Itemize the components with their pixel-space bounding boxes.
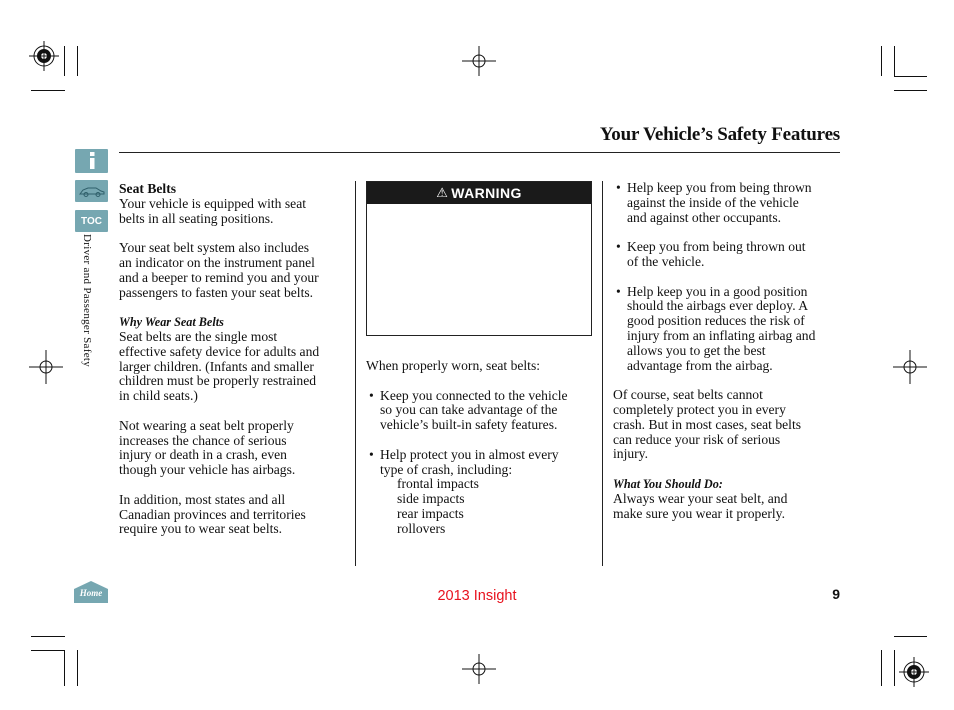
- paragraph: [119, 330, 351, 404]
- text-line: increases the chance of serious: [119, 432, 287, 448]
- crosshair-top: [462, 46, 496, 76]
- text-line: Not wearing a seat belt properly: [119, 417, 294, 433]
- intro-text: When properly worn, seat belts:: [366, 358, 541, 373]
- bullet-item: [369, 389, 598, 433]
- toc-button[interactable]: [75, 210, 108, 232]
- crosshair-right: [893, 350, 927, 384]
- section-heading: Seat Belts: [119, 181, 177, 196]
- text-line: passengers to fasten your seat belts.: [119, 284, 314, 300]
- section-tab-label: Driver and Passenger Safety: [81, 234, 93, 368]
- text-line: crash. But in most cases, seat belts: [613, 416, 802, 432]
- list-item: side impacts: [397, 491, 465, 507]
- text-line: Always wear your seat belt, and: [613, 490, 788, 506]
- text-line: allows you to get the best: [627, 342, 766, 358]
- text-line: Your vehicle is equipped with seat: [119, 195, 307, 211]
- registration-mark-bottom-right: [898, 656, 930, 688]
- toc-label: TOC: [81, 215, 102, 227]
- home-label: Home: [79, 588, 103, 598]
- page-number: 9: [832, 586, 840, 602]
- text-line: advantage from the airbag.: [627, 357, 773, 373]
- text-line: good position reduces the risk of: [627, 313, 805, 329]
- warning-header: [367, 182, 591, 204]
- vehicle-index-button[interactable]: [75, 180, 108, 202]
- bullet-dot-icon: •: [369, 446, 374, 462]
- text-line: injury from an inflating airbag and: [627, 327, 816, 343]
- text-line: so you can take advantage of the: [380, 402, 558, 418]
- text-line: Seat belts are the single most: [119, 328, 278, 344]
- column-3: [613, 181, 843, 521]
- subheading: What You Should Do:: [613, 476, 723, 491]
- column-divider-2: [602, 181, 603, 566]
- bullet-dot-icon: •: [369, 387, 374, 403]
- text-line: children must be properly restrained: [119, 373, 317, 389]
- bullet-dot-icon: •: [616, 283, 621, 299]
- list-item: rear impacts: [397, 505, 464, 521]
- bullet-item: [369, 448, 598, 537]
- info-icon: [85, 151, 99, 171]
- text-line: vehicle’s built-in safety features.: [380, 417, 558, 433]
- text-line: in child seats.): [119, 388, 198, 404]
- bullet-item: [616, 181, 843, 225]
- text-line: can reduce your risk of serious: [613, 431, 781, 447]
- paragraph: [119, 241, 351, 300]
- paragraph: [613, 388, 843, 462]
- text-line: make sure you wear it properly.: [613, 505, 785, 521]
- bullet-dot-icon: •: [616, 239, 621, 255]
- paragraph: [119, 197, 351, 227]
- registration-mark-top-left: [28, 40, 60, 72]
- warning-label: WARNING: [451, 185, 522, 201]
- footer-model-link[interactable]: 2013 Insight: [437, 588, 517, 604]
- paragraph: [119, 493, 351, 537]
- bullet-dot-icon: •: [616, 180, 621, 195]
- text-line: and a beeper to remind you and your: [119, 269, 319, 285]
- title-divider: [119, 152, 840, 153]
- car-icon: [78, 184, 106, 198]
- column-2: [366, 359, 598, 537]
- column-divider-1: [355, 181, 356, 566]
- list-item: rollovers: [397, 520, 446, 536]
- page-title: Your Vehicle’s Safety Features: [599, 124, 840, 145]
- text-line: type of crash, including:: [380, 461, 513, 477]
- text-line: of the vehicle.: [627, 253, 705, 269]
- text-line: Your seat belt system also includes: [119, 240, 310, 256]
- paragraph: [613, 492, 843, 522]
- text-line: effective safety device for adults and: [119, 343, 320, 359]
- text-line: Canadian provinces and territories: [119, 506, 306, 522]
- text-line: Keep you from being thrown out: [627, 239, 806, 255]
- text-line: require you to wear seat belts.: [119, 521, 283, 537]
- warning-triangle-icon: ⚠: [436, 185, 449, 200]
- text-line: Keep you connected to the vehicle: [380, 387, 568, 403]
- subheading: Why Wear Seat Belts: [119, 315, 224, 330]
- text-line: though your vehicle has airbags.: [119, 462, 296, 478]
- text-line: Help keep you from being thrown: [627, 180, 812, 195]
- list-item: frontal impacts: [397, 476, 479, 492]
- text-line: injury or death in a crash, even: [119, 447, 287, 463]
- bullet-item: [616, 285, 843, 374]
- text-line: belts in all seating positions.: [119, 210, 274, 226]
- text-line: should the airbags ever deploy. A: [627, 298, 809, 314]
- text-line: In addition, most states and all: [119, 491, 286, 507]
- text-line: injury.: [613, 446, 648, 462]
- info-button[interactable]: [75, 149, 108, 173]
- crosshair-bottom: [462, 654, 496, 684]
- crash-type-list: [380, 477, 598, 536]
- warning-box: [366, 181, 592, 336]
- text-line: larger children. (Infants and smaller: [119, 358, 314, 374]
- text-line: an indicator on the instrument panel: [119, 254, 315, 270]
- crosshair-left: [29, 350, 63, 384]
- bullet-item: [616, 240, 843, 270]
- column-1: [119, 182, 351, 537]
- text-line: against the inside of the vehicle: [627, 194, 799, 210]
- home-button[interactable]: [74, 580, 108, 604]
- paragraph: [119, 419, 351, 478]
- text-line: Of course, seat belts cannot: [613, 387, 763, 403]
- text-line: Help protect you in almost every: [380, 446, 559, 462]
- text-line: Help keep you in a good position: [627, 283, 808, 299]
- text-line: completely protect you in every: [613, 401, 786, 417]
- text-line: and against other occupants.: [627, 209, 782, 225]
